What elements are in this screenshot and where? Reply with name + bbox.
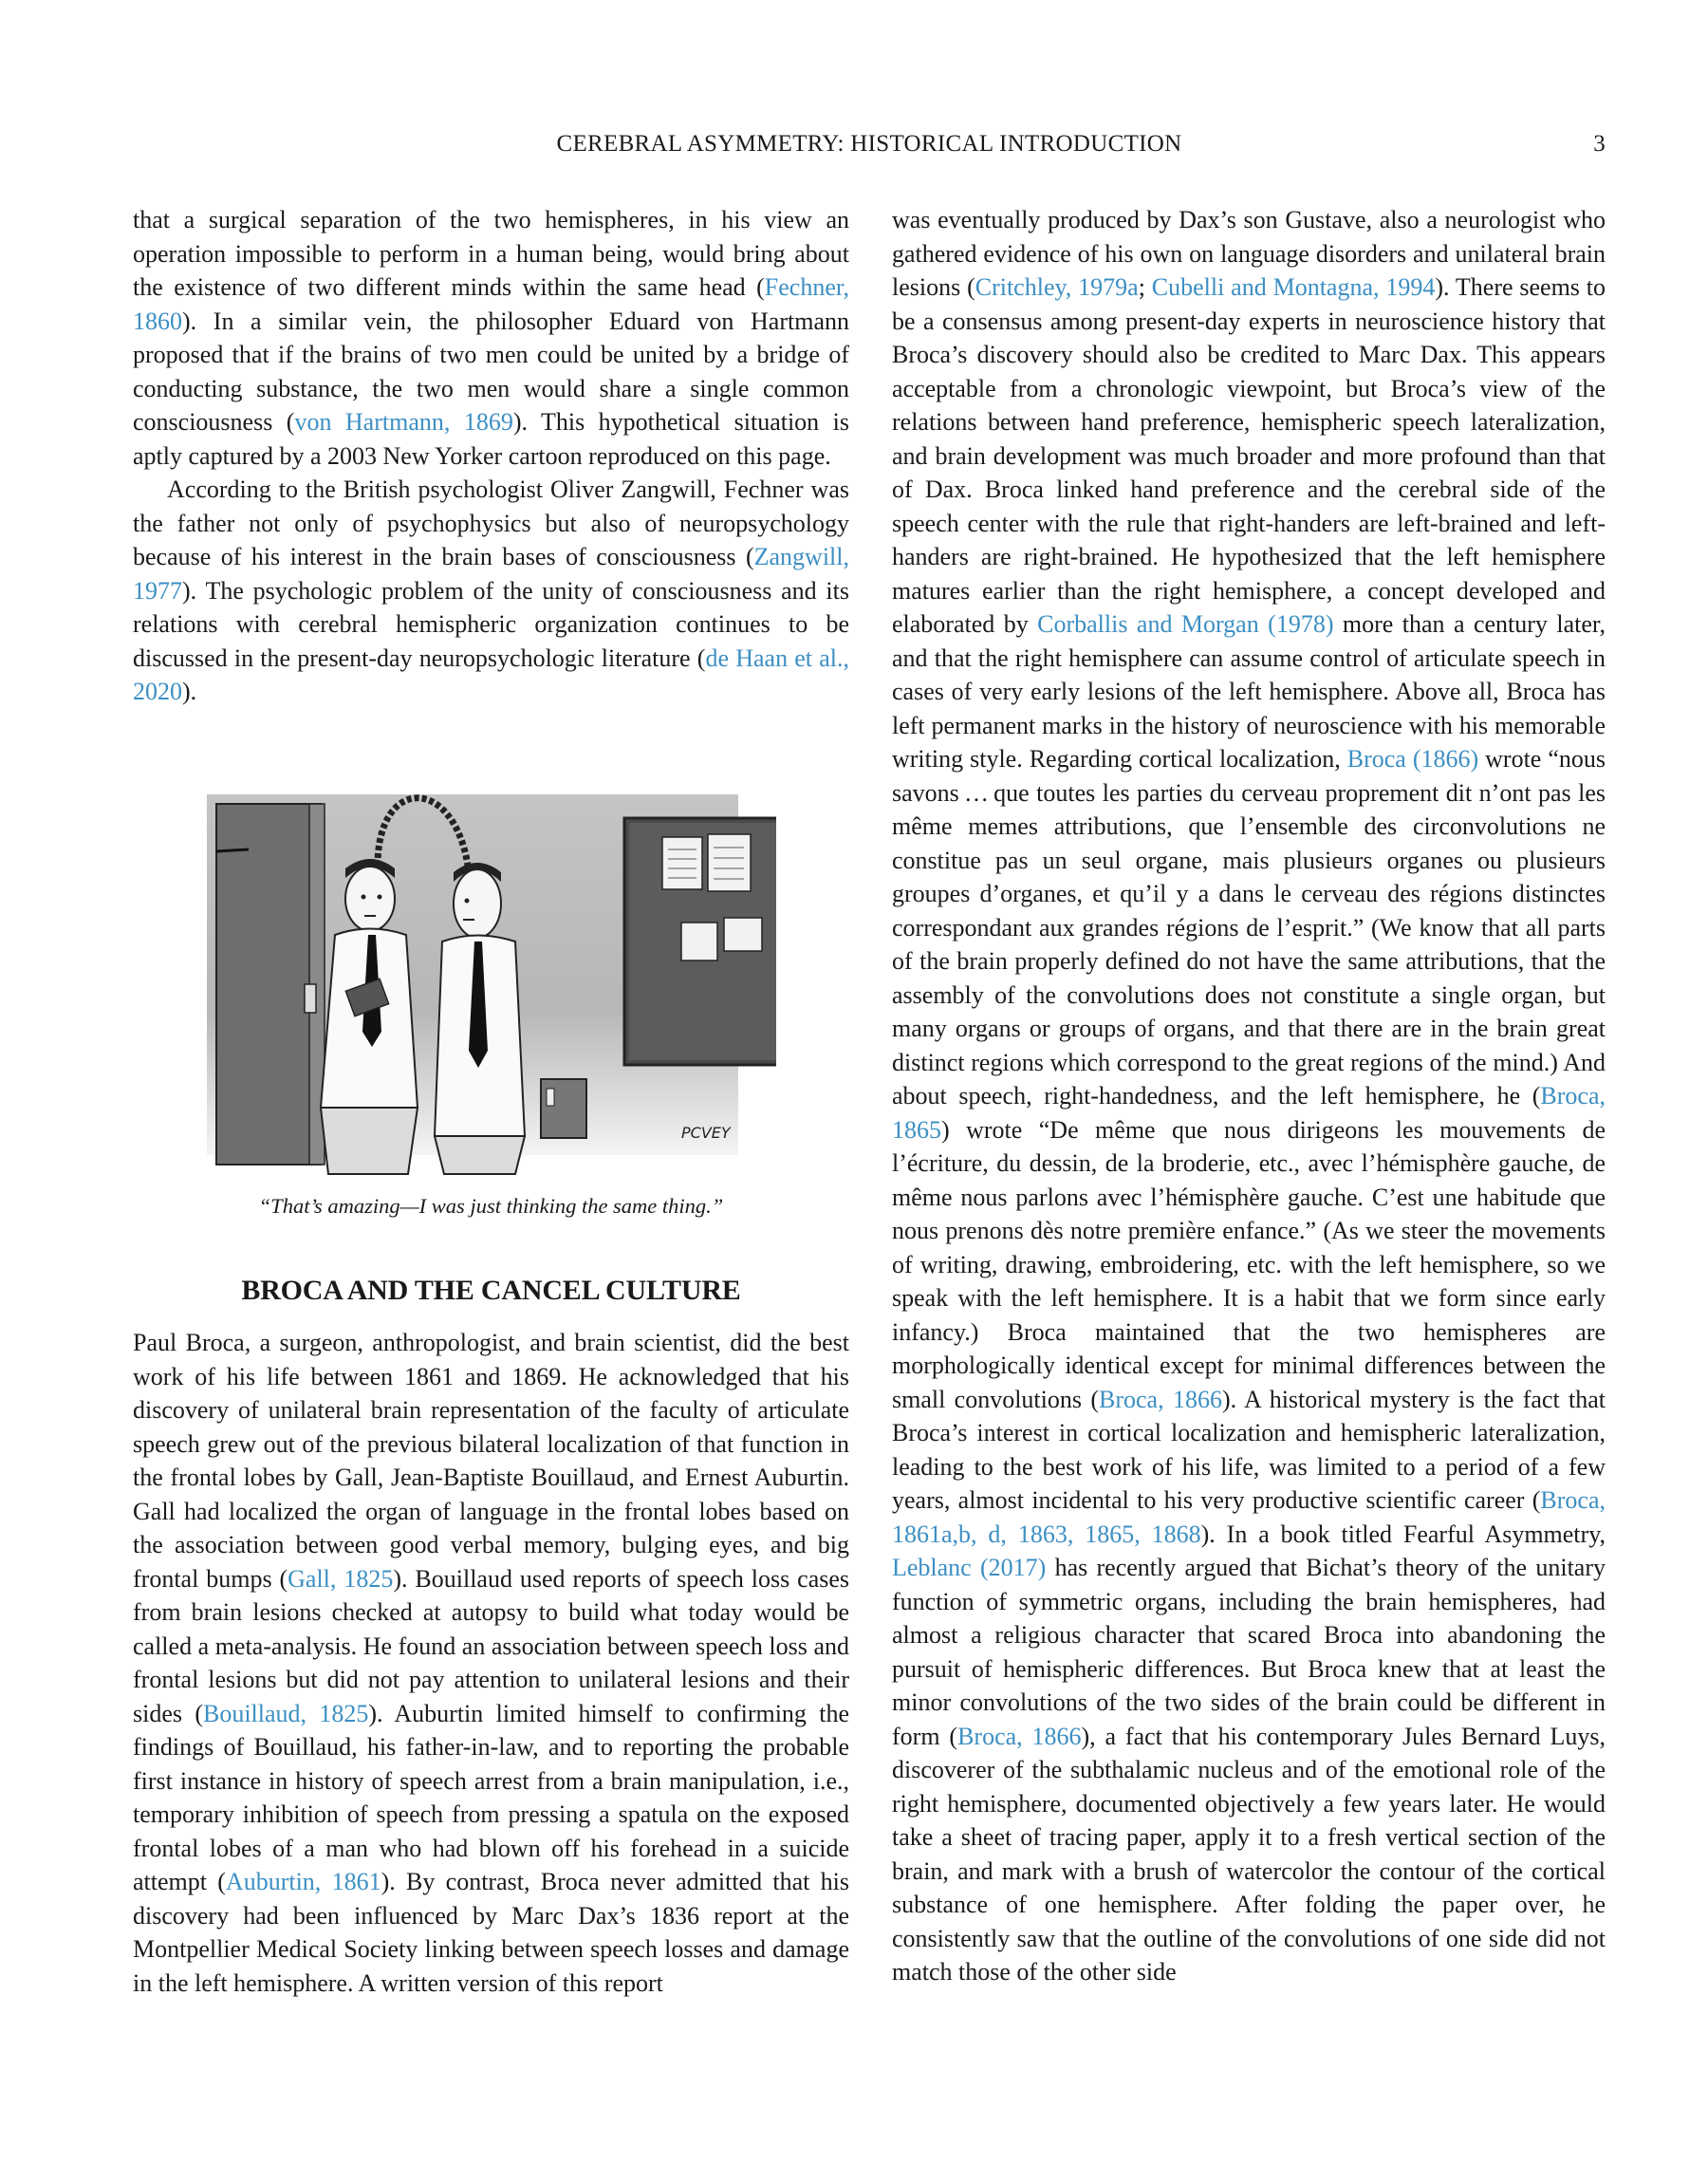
text-run: ). In a similar vein, the philosopher Eduard von Hartmann proposed that if the brains of two men could be united by a bridge of conducting substance, the two men would share a single common consciousness ( bbox=[133, 307, 849, 436]
figure-caption: “That’s amazing—I was just thinking the same thing.” bbox=[258, 1193, 724, 1218]
paragraph bbox=[133, 1326, 849, 2000]
page-number: 3 bbox=[1593, 131, 1606, 157]
paragraph bbox=[133, 473, 849, 709]
text-run: ), a fact that his contemporary Jules Bernard Luys, discoverer of the subthalamic nucleus and of the emotional role of the right hemisphere, documented objectively a few years later. He would take a sheet of tracing paper, apply it to a fresh vertical section of the brain, and mark with a brush of watercolor the contour of the cortical substance of one hemisphere. After folding the paper over, he consistently saw that the outline of the convolutions of one side did not match those of the other side bbox=[892, 1722, 1606, 1986]
citation-link[interactable]: Bouillaud, 1825 bbox=[202, 1699, 369, 1727]
text-run: According to the British psychologist Oliver Zangwill, Fechner was the father not only of psychophysics but also of neuropsychology because of his interest in the brain bases of consciousness ( bbox=[133, 476, 849, 570]
running-title: CEREBRAL ASYMMETRY: HISTORICAL INTRODUCTION bbox=[556, 131, 1182, 157]
text-run: more than a century later, and that the right hemisphere can assume control of articulate speech in cases of very early lesions of the left hemisphere. Above all, Broca has left permanent marks in the history of neuroscience with his memorable writing style. Regarding cortical localization, bbox=[892, 610, 1606, 773]
citation-link[interactable]: Fechner, 1860 bbox=[133, 273, 849, 335]
cartoon-illustration bbox=[207, 766, 776, 1179]
citation-link[interactable]: Broca, 1861a,b, d, 1863, 1865, 1868 bbox=[892, 1486, 1606, 1548]
citation-link[interactable]: Broca, 1866 bbox=[1099, 1385, 1222, 1413]
citation-link[interactable]: Corballis and Morgan (1978) bbox=[1037, 610, 1334, 638]
text-run: ). The psychologic problem of the unity of consciousness and its relations with cerebral hemispheric organization continues to be discussed in the present-day neuropsychologic literature ( bbox=[133, 576, 849, 672]
text-run: wrote “nous savons … que toutes les parties du cerveau proprement dit n’ont pas les même memes attributions, que l’ensemble des circonvolutions ne constitue pas un seul organe, mais plusieurs organes ou plusieurs groupes d’organes, et qu’il y a dans le cerveau des régions distinctes correspondant aux grandes régions de l’esprit.” (We know that all parts of the brain properly defined do not have the same attributions, that the assembly of the convolutions does not constitute a single organ, but many organs or groups of organs, and that there are in the brain great distinct regions which correspond to the great regions of the mind.) And about speech, right-handedness, and the left hemisphere, he ( bbox=[892, 745, 1606, 1110]
text-run: ). bbox=[182, 678, 197, 705]
text-run: ). By contrast, Broca never admitted that his discovery had been influenced by Marc Dax’s 1836 report at the Montpellier Medical Society linking between speech losses and damage in the left hemisphere. A written version of this report bbox=[133, 1868, 849, 1997]
text-run: ) wrote “De même que nous dirigeons les mouvements de l’écriture, du dessin, de la broderie, etc., avec l’hémisphère gauche, de même nous parlons avec l’hémisphère gauche. C’est une habitude que nous prenons dès notre première enfance.” (As we steer the movements of writing, drawing, embroidering, etc. with the left hemisphere, so we speak with the left hemisphere. It is a habit that we form since early infancy.) Broca maintained that the two hemispheres are morphologically identical except for minimal differences between the small convolutions ( bbox=[892, 1115, 1606, 1413]
cartoonist-signature: PCVEY bbox=[680, 1123, 731, 1142]
citation-link[interactable]: Leblanc (2017) bbox=[892, 1554, 1047, 1581]
citation-link[interactable]: Broca (1866) bbox=[1346, 745, 1479, 773]
text-run: was eventually produced by Dax’s son Gustave, also a neurologist who gathered evidence of his own on language disorders and unilateral brain lesions ( bbox=[892, 206, 1606, 301]
citation-link[interactable]: de Haan et al., 2020 bbox=[133, 643, 849, 705]
citation-link[interactable]: Cubelli and Montagna, 1994 bbox=[1151, 273, 1436, 301]
text-run: ). Bouillaud used reports of speech loss cases from brain lesions checked at autopsy to build what today would be called a meta-analysis. He found an association between speech loss and frontal lesions but did not pay attention to unilateral lesions and their sides ( bbox=[133, 1564, 850, 1727]
right-column bbox=[892, 203, 1606, 1989]
text-run: ). There seems to be a consensus among present-day experts in neuroscience history that Broca’s discovery should also be credited to Marc Dax. This appears acceptable from a chronologic viewpoint, but Broca’s view of the relations between hand preference, hemispheric speech lateralization, and brain development was much broader and more profound than that of Dax. Broca linked hand preference and the cerebral side of the speech center with the rule that right-handers are left-brained and left-handers are right-brained. He hypothesized that the left hemisphere matures earlier than the right hemisphere, a concept developed and elaborated by bbox=[892, 273, 1606, 638]
citation-link[interactable]: Zangwill, 1977 bbox=[133, 543, 849, 605]
paragraph bbox=[892, 203, 1606, 1989]
citation-link[interactable]: Broca, 1865 bbox=[892, 1082, 1606, 1144]
text-run: has recently argued that Bichat’s theory of the unitary function of symmetric organs, including the brain hemispheres, had almost a religious character that scared Broca into abandoning the pursuit of hemispheric differences. But Broca knew that at least the minor convolutions of the two sides of the brain could be different in form ( bbox=[892, 1554, 1606, 1750]
text-run: Paul Broca, a surgeon, anthropologist, and brain scientist, did the best work of his life between 1861 and 1869. He acknowledged that his discovery of unilateral brain representation of the faculty of articulate speech grew out of the previous bilateral localization of that function in the frontal lobes by Gall, Jean-Baptiste Bouillaud, and Ernest Auburtin. Gall had localized the organ of language in the frontal lobes based on the association between good verbal memory, bulging eyes, and big frontal bumps ( bbox=[133, 1329, 849, 1593]
citation-link[interactable]: Broca, 1866 bbox=[957, 1722, 1082, 1750]
citation-link[interactable]: Critchley, 1979a bbox=[975, 273, 1139, 301]
text-run: ). In a book titled Fearful Asymmetry, bbox=[1200, 1520, 1606, 1548]
citation-link[interactable]: Gall, 1825 bbox=[288, 1564, 394, 1593]
text-run: ). Auburtin limited himself to confirming the findings of Bouillaud, his father-in-law, and to reporting the probable first instance in history of speech arrest from a brain manipulation, i.e., temporary inhibition of speech from pressing a spatula on the exposed frontal lobes of a man who had blown off his forehead in a suicide attempt ( bbox=[133, 1699, 849, 1895]
left-column bbox=[133, 203, 849, 2000]
cartoon-figure bbox=[133, 766, 849, 1221]
text-run: that a surgical separation of the two hemispheres, in his view an operation impossible to perform in a human being, would bring about the existence of two different minds within the same head ( bbox=[133, 206, 849, 301]
text-run: ). A historical mystery is the fact that Broca’s interest in cortical localization and hemispheric lateralization, leading to the best work of his life, was limited to a period of a few years, almost incidental to his very productive scientific career ( bbox=[892, 1385, 1606, 1514]
text-run: ). This hypothetical situation is aptly captured by a 2003 New Yorker cartoon reproduced on this page. bbox=[133, 408, 849, 470]
paragraph bbox=[133, 203, 849, 473]
section-heading: BROCA AND THE CANCEL CULTURE bbox=[241, 1274, 741, 1306]
citation-link[interactable]: von Hartmann, 1869 bbox=[294, 408, 513, 436]
text-run: ; bbox=[1138, 273, 1152, 301]
citation-link[interactable]: Auburtin, 1861 bbox=[225, 1868, 381, 1895]
